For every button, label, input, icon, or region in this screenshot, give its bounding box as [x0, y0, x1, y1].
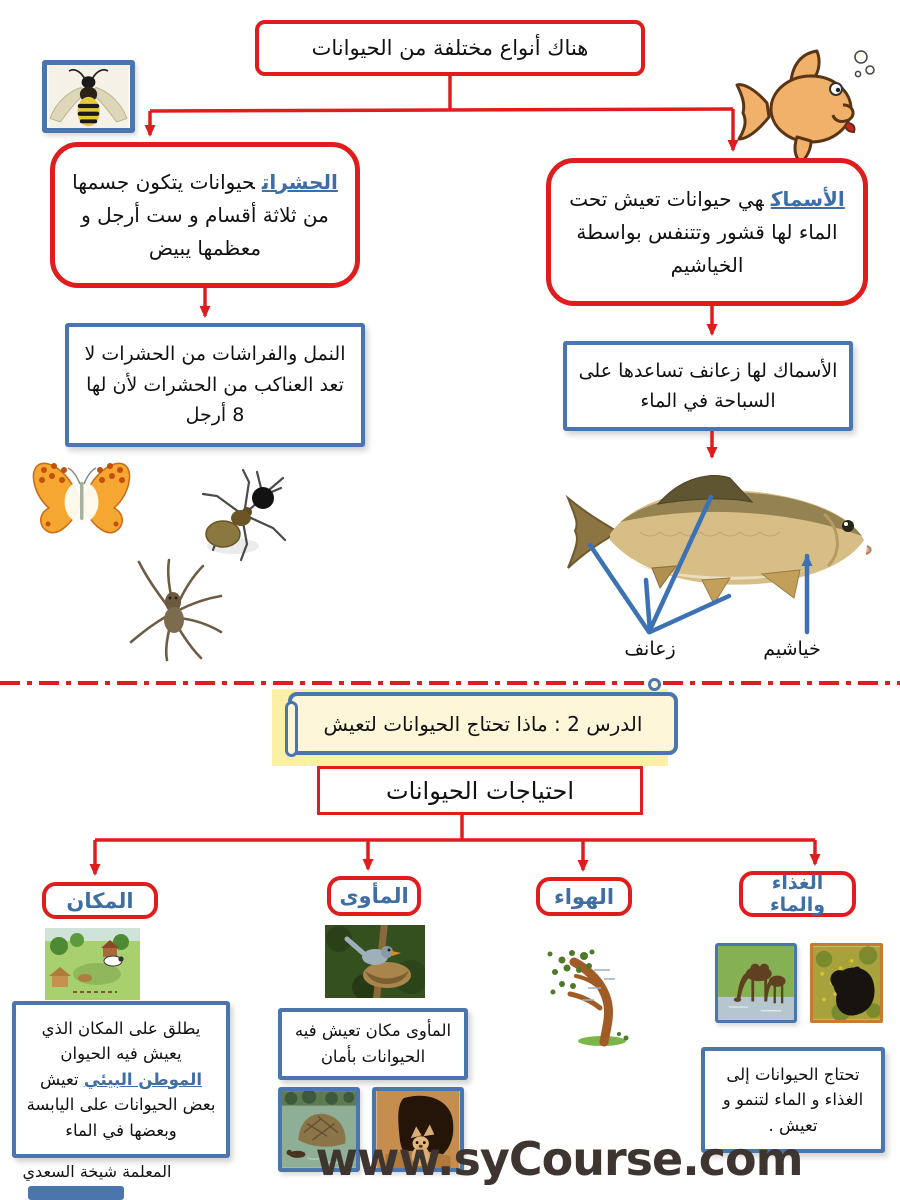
carp-image — [560, 460, 882, 618]
category-place: المكان — [42, 882, 158, 919]
fish-note-box — [563, 341, 853, 431]
teacher-credit: المعلمة شيخة السعدي — [22, 1162, 172, 1181]
lesson-banner — [288, 692, 678, 755]
bear-image — [810, 943, 883, 1023]
cartoon-fish-image — [733, 45, 875, 170]
category-shelter: المأوى — [327, 876, 421, 916]
insects-term: الحشرات — [261, 169, 338, 194]
bottom-left-blue-bar — [28, 1186, 124, 1200]
insects-definition-box — [50, 142, 360, 288]
farm-image — [45, 928, 140, 1000]
wasp-image — [42, 60, 135, 133]
food-note: تحتاج الحيوانات إلى الغذاء و الماء لتنمو و تعيش . — [722, 1064, 864, 1135]
insects-note: النمل والفراشات من الحشرات لا تعد العناكب من الحشرات لأن لها 8 أرجل — [84, 343, 346, 427]
title-box — [255, 20, 645, 76]
place-note: يطلق على المكان الذي يعيش فيه الحيوان الموطن البيئي تعيش بعض الحيوانات على اليابسة وبعضها في الماء — [26, 1018, 216, 1140]
habitat-term: الموطن البيئي — [83, 1069, 202, 1089]
spider-image — [115, 556, 233, 664]
shelter-note: المأوى مكان تعيش فيه الحيوانات بأمان — [294, 1021, 452, 1066]
fish-definition-box — [546, 158, 868, 306]
needs-heading-box — [317, 766, 643, 815]
camels-image — [715, 943, 797, 1023]
fins-label: زعانف — [624, 638, 676, 660]
banner-pin-right — [648, 678, 661, 691]
butterfly-image — [28, 456, 136, 548]
gills-label: خياشيم — [763, 638, 821, 660]
wind-tree-image — [542, 942, 637, 1048]
needs-heading: احتياجات الحيوانات — [385, 776, 575, 805]
site-watermark: www.syCourse.com — [315, 1132, 803, 1186]
fish-note: الأسماك لها زعانف تساعدها على السباحة في الماء — [578, 359, 838, 412]
fish-term: الأسماك — [770, 186, 845, 211]
banner-pin-left — [285, 701, 298, 757]
category-food-water: الغذاء والماء — [739, 871, 856, 917]
place-note-box — [12, 1001, 230, 1158]
bird-nest-image — [325, 925, 425, 998]
category-air: الهواء — [536, 877, 632, 916]
insects-definition: حيوانات يتكون جسمها من ثلاثة أقسام و ست أرجل و معظمها يبيض — [72, 169, 329, 260]
page-title: هناك أنواع مختلفة من الحيوانات — [311, 36, 589, 60]
insects-note-box — [65, 323, 365, 447]
fish-definition: هي حيوانات تعيش تحت الماء لها قشور وتتنفس بواسطة الخياشيم — [569, 186, 838, 277]
shelter-note-box — [278, 1008, 468, 1080]
ant-image — [193, 466, 290, 568]
lesson-banner-text: الدرس 2 : ماذا تحتاج الحيوانات لتعيش — [323, 711, 643, 736]
